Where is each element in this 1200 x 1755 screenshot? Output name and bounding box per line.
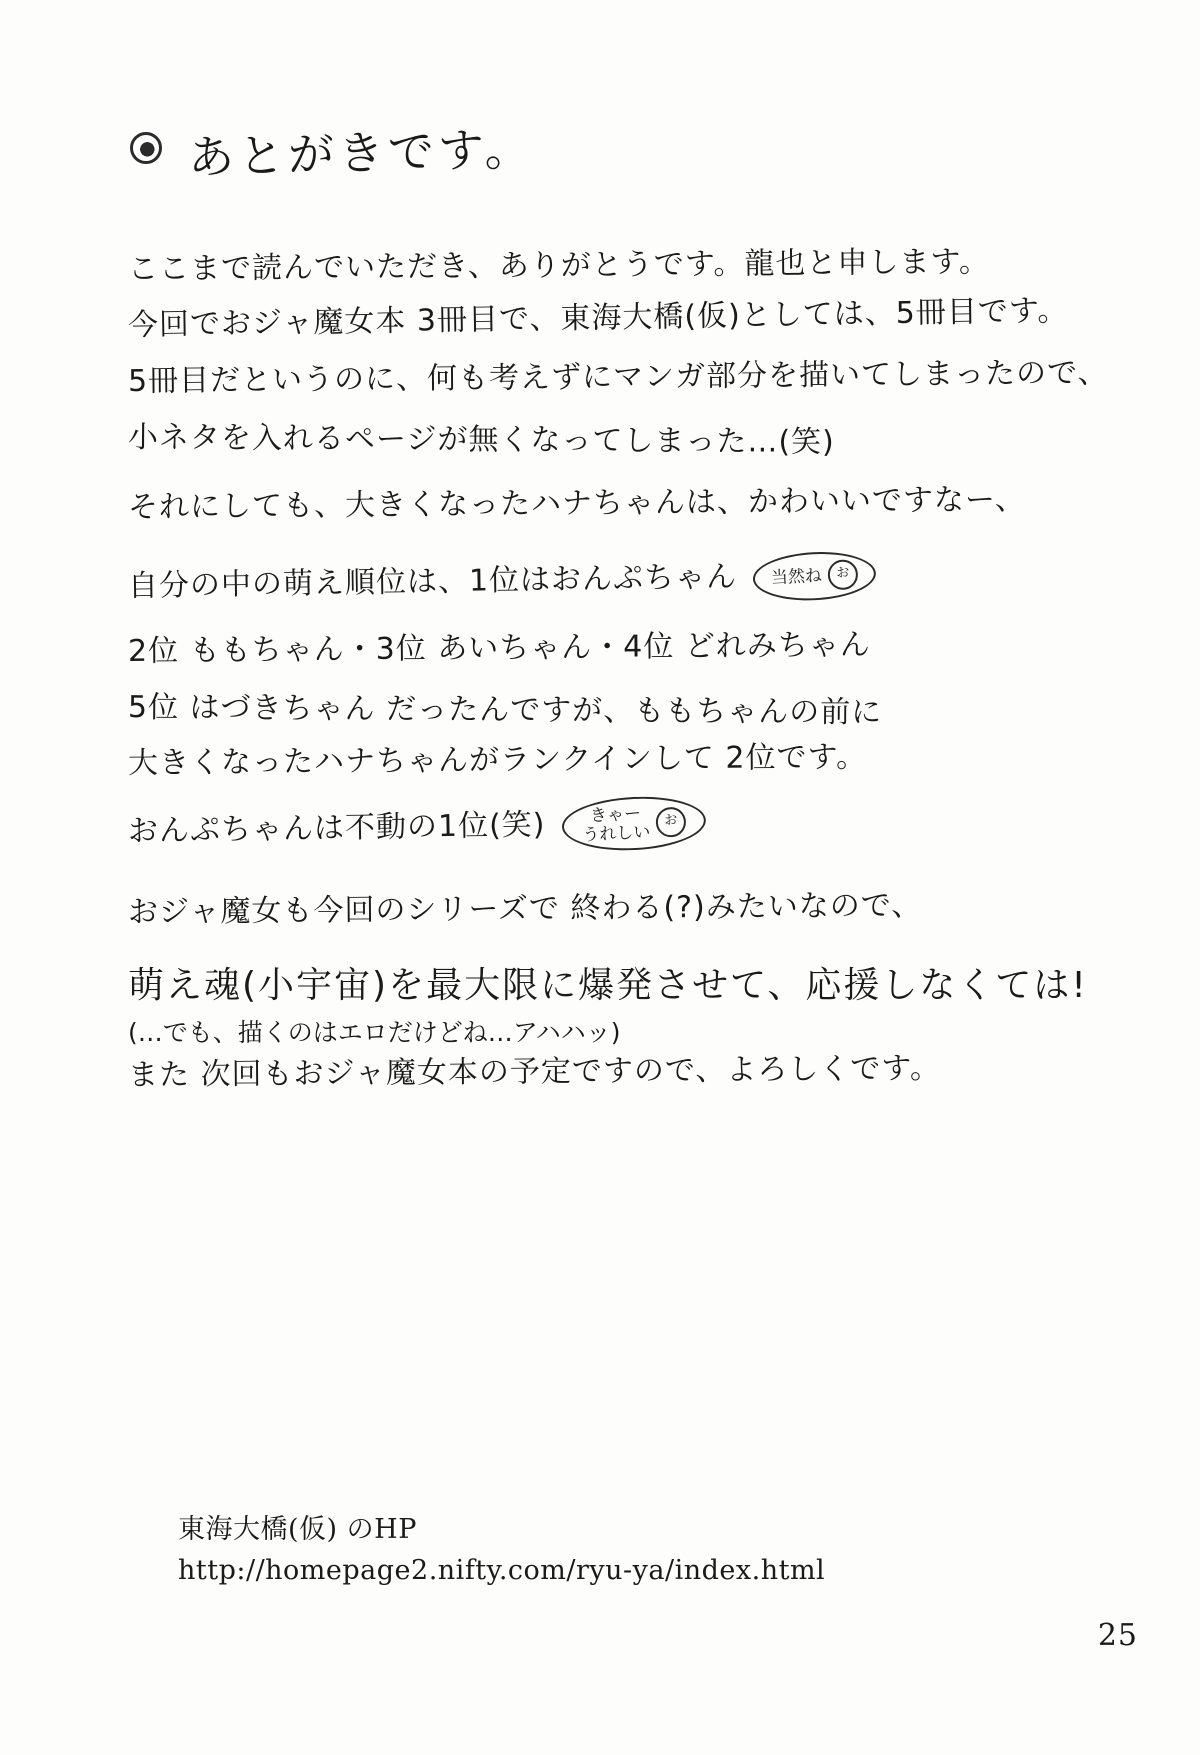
bubble-text <box>771 567 823 588</box>
body-line: 5冊目だというのに、何も考えずにマンガ部分を描いてしまったので、 <box>127 355 1109 399</box>
body-line: また 次回もおジャ魔女本の予定ですので、よろしくです。 <box>127 1051 942 1094</box>
body-line: おジャ魔女も今回のシリーズで 終わる(?)みたいなので、 <box>127 888 923 931</box>
bubble-line-2: うれしい <box>581 821 651 846</box>
body-line: 今回でおジャ魔女本 3冊目で、東海大橋(仮)としては、5冊目です。 <box>127 293 1069 343</box>
body-line: 5位 はづきちゃん だったんですが、ももちゃんの前に <box>127 690 883 731</box>
speech-bubble-ureshii <box>560 793 707 854</box>
afterword-body <box>127 244 1109 1117</box>
body-line: それにしても、大きくなったハナちゃんは、かわいいですなー、 <box>127 482 1026 525</box>
page-number: 25 <box>1097 1618 1138 1653</box>
bullet-icon <box>130 132 162 164</box>
body-line: 小ネタを入れるページが無くなってしまった…(笑) <box>127 420 835 460</box>
heading-text: あとがきです。 <box>187 121 535 185</box>
body-line-text: おんぷちゃんは不動の1位(笑) <box>127 807 546 849</box>
bubble-line-1: きゃー <box>588 803 641 827</box>
footer <box>178 1510 825 1591</box>
body-line-text: 自分の中の萌え順位は、1位はおんぷちゃん <box>127 559 738 604</box>
bubble-line-1: 当然ね <box>770 565 823 589</box>
body-line-with-bubble <box>128 548 1089 611</box>
body-line: 大きくなったハナちゃんがランクインして 2位です。 <box>127 739 868 781</box>
body-line-with-bubble <box>128 790 1089 858</box>
chibi-face-icon: お <box>827 559 858 590</box>
footer-site-label: 東海大橋(仮) のHP <box>178 1514 417 1545</box>
afterword-heading <box>130 121 535 185</box>
footer-url[interactable]: http://homepage2.nifty.com/ryu-ya/index.html <box>178 1554 826 1586</box>
body-line-emphasis: 萌え魂(小宇宙)を最大限に爆発させて、応援しなくては! <box>128 965 1088 1007</box>
body-line: ここまで読んでいただき、ありがとうです。龍也と申します。 <box>127 244 991 287</box>
body-line: 2位 ももちゃん・3位 あいちゃん・4位 どれみちゃん <box>127 627 871 669</box>
body-line-aside: (…でも、描くのはエロだけどね…アハハッ) <box>128 1018 621 1048</box>
bubble-text <box>581 804 651 845</box>
speech-bubble-touzen <box>752 549 877 603</box>
chibi-face-icon: お <box>655 806 686 837</box>
